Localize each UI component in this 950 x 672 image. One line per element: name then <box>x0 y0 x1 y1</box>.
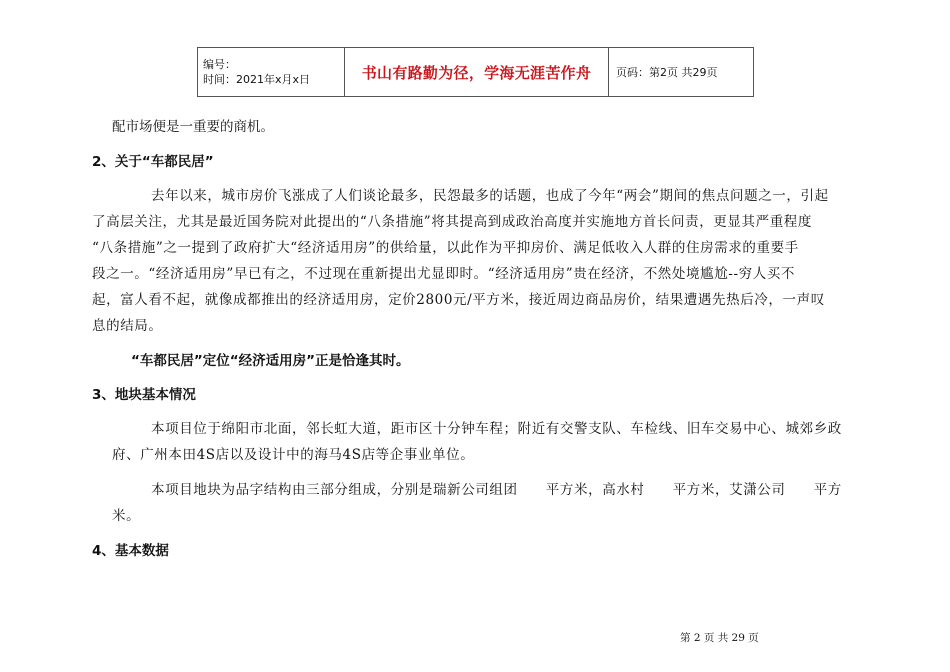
section-3-paragraph-line: 米。 <box>112 508 141 524</box>
section-2-heading: 2、关于“车都民居” <box>92 154 214 170</box>
section-2-paragraph-line: 息的结局。 <box>92 318 163 334</box>
section-2-paragraph-line: 起，富人看不起，就像成都推出的经济适用房，定价2800元/平方米，接近周边商品房价，结果遭遇先热后冷，一声叹 <box>92 292 825 308</box>
header-page-label: 页码：第2页 共29页 <box>616 66 718 79</box>
continuation-line: 配市场便是一重要的商机。 <box>112 119 274 135</box>
document-header <box>197 47 754 97</box>
header-page-cell <box>609 48 754 97</box>
header-motto-cell <box>345 48 609 97</box>
document-date-label: 时间：2021年x月x日 <box>203 73 311 86</box>
section-2-paragraph-line: 了高层关注，尤其是最近国务院对此提出的“八条措施”将其提高到成政治高度并实施地方首长问责，更显其严重程度 <box>92 214 813 230</box>
section-4-heading: 4、基本数据 <box>92 543 169 559</box>
section-3-heading: 3、地块基本情况 <box>92 387 196 403</box>
section-3-paragraph-line: 本项目位于绵阳市北面，邻长虹大道，距市区十分钟车程；附近有交警支队、车检线、旧车交易中心、城郊乡政 <box>151 421 842 437</box>
section-2-paragraph-line: 去年以来，城市房价飞涨成了人们谈论最多，民怨最多的话题，也成了今年“两会”期间的焦点问题之一，引起 <box>151 188 829 204</box>
section-3-paragraph-line: 本项目地块为品字结构由三部分组成，分别是瑞新公司组团 平方米，高水村 平方米，艾潇公司 平方 <box>151 482 842 498</box>
section-2-paragraph-line: “八条措施”之一提到了政府扩大“经济适用房”的供给量，以此作为平抑房价、满足低收入人群的住房需求的重要手 <box>92 240 799 256</box>
page-footer: 第 2 页 共 29 页 <box>680 632 759 644</box>
section-3-paragraph-line: 府、广州本田4S店以及设计中的海马4S店等企事业单位。 <box>112 447 475 463</box>
section-2-conclusion: “车都民居”定位“经济适用房”正是恰逢其时。 <box>131 353 410 369</box>
document-number-label: 编号： <box>203 58 236 71</box>
header-motto: 书山有路勤为径，学海无涯苦作舟 <box>361 63 592 82</box>
section-2-paragraph-line: 段之一。“经济适用房”早已有之，不过现在重新提出尤显即时。“经济适用房”贵在经济，不然处境尴尬--穷人买不 <box>92 266 796 282</box>
header-meta-cell <box>198 48 345 97</box>
